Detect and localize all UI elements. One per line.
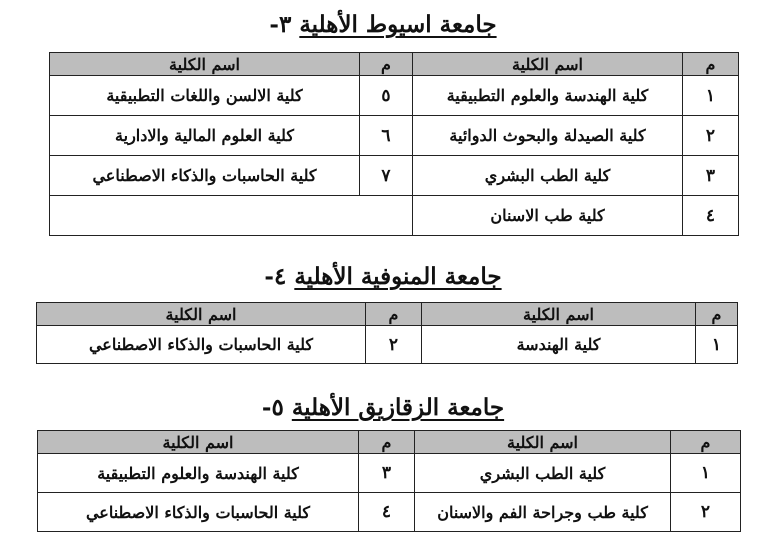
faculty-name: كلية الحاسبات والذكاء الاصطناعي [37,326,366,364]
faculty-name: كلية الهندسة [422,326,696,364]
section-heading-zagazig [0,393,766,423]
header-number: م [359,431,415,454]
table-row [50,156,739,196]
row-number: ٤ [683,196,739,236]
row-number: ٣ [683,156,739,196]
faculty-name: كلية الهندسة والعلوم التطبيقية [413,76,683,116]
section-number: ٣- [269,11,292,38]
section-title: جامعة اسيوط الأهلية [299,11,497,38]
faculty-name: كلية طب الاسنان [413,196,683,236]
header-faculty-name: اسم الكلية [37,303,366,326]
section-number: ٥- [261,394,284,421]
empty-cell [50,196,413,236]
section-title: جامعة الزقازيق الأهلية [291,394,505,421]
faculty-name: كلية الالسن واللغات التطبيقية [50,76,360,116]
table-row [37,326,738,364]
row-number: ٢ [683,116,739,156]
faculties-table-zagazig [37,430,741,532]
row-number: ٧ [360,156,413,196]
table-row [38,493,741,532]
faculty-name: كلية العلوم المالية والادارية [50,116,360,156]
row-number: ٣ [359,454,415,493]
header-faculty-name: اسم الكلية [38,431,359,454]
header-number: م [696,303,738,326]
faculty-name: كلية الحاسبات والذكاء الاصطناعي [38,493,359,532]
row-number: ١ [683,76,739,116]
faculty-name: كلية الطب البشري [413,156,683,196]
faculties-table-menoufia [36,302,738,364]
header-number: م [683,53,739,76]
faculty-name: كلية طب وجراحة الفم والاسنان [415,493,671,532]
section-number: ٤- [264,263,287,290]
table-row [50,196,739,236]
faculties-table-asyut [49,52,739,236]
table-header-row [38,431,741,454]
section-title: جامعة المنوفية الأهلية [294,263,502,290]
faculty-name: كلية الصيدلة والبحوث الدوائية [413,116,683,156]
faculty-name: كلية الهندسة والعلوم التطبيقية [38,454,359,493]
table-header-row [37,303,738,326]
header-faculty-name: اسم الكلية [50,53,360,76]
row-number: ١ [671,454,741,493]
row-number: ٦ [360,116,413,156]
header-number: م [671,431,741,454]
table-row [50,116,739,156]
row-number: ٢ [671,493,741,532]
section-heading-asyut [0,10,766,40]
row-number: ٢ [366,326,422,364]
section-heading-menoufia [0,262,766,292]
row-number: ٥ [360,76,413,116]
header-number: م [360,53,413,76]
row-number: ١ [696,326,738,364]
faculty-name: كلية الطب البشري [415,454,671,493]
faculty-name: كلية الحاسبات والذكاء الاصطناعي [50,156,360,196]
header-faculty-name: اسم الكلية [413,53,683,76]
table-row [38,454,741,493]
table-header-row [50,53,739,76]
header-faculty-name: اسم الكلية [415,431,671,454]
row-number: ٤ [359,493,415,532]
table-row [50,76,739,116]
header-number: م [366,303,422,326]
header-faculty-name: اسم الكلية [422,303,696,326]
